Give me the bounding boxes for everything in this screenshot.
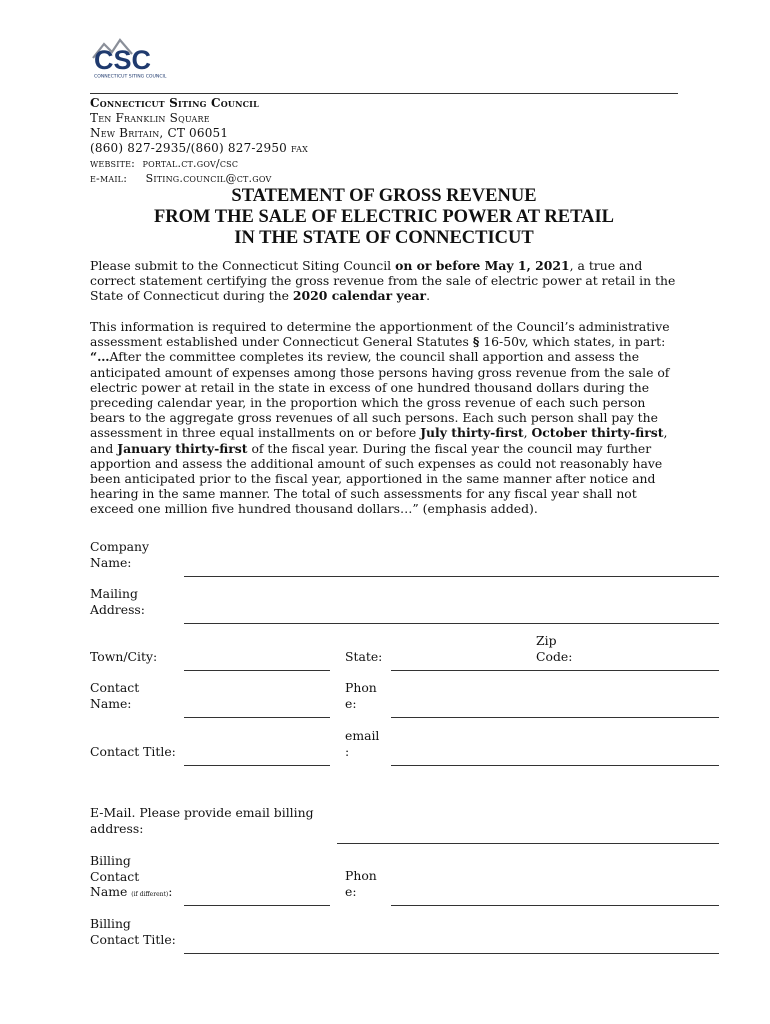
document-title (90, 186, 678, 249)
zip-code-label: Zip Code: (536, 633, 573, 664)
address-line-2: New Britain, CT 06051 (90, 126, 229, 140)
phone-line: (860) 827-2935/(860) 827-2950 fax (90, 141, 308, 155)
email-link[interactable]: Siting.council@ct.gov (145, 172, 272, 185)
contact-title-label: Contact Title: (90, 744, 176, 759)
billing-contact-title-field[interactable] (184, 953, 719, 954)
website-link[interactable]: portal.ct.gov/csc (142, 157, 239, 170)
logo-text: CSC (94, 45, 152, 75)
logo-tagline: CONNECTICUT SITING COUNCIL (94, 74, 167, 80)
billing-contact-name-label: Billing Contact Name (if different): (90, 853, 173, 899)
billing-phone-field[interactable] (391, 905, 719, 906)
state-label: State: (345, 649, 383, 664)
town-city-label: Town/City: (90, 649, 158, 664)
billing-contact-name-field[interactable] (184, 905, 330, 906)
intro-paragraph-2: This information is required to determine the apportionment of the Council’s administrative assessment established under Connecticut General Statutes § 16-50v, which states, in part: “…After the committee completes its review, the council shall apportion and assess the anticipated amount of expenses among those persons having gross revenue from the sale of electric power at retail in the state in excess of one hundred thousand dollars during the preceding calendar year, in the proportion which the gross revenue of each such person bears to the aggregate gross revenues of all such persons. Each such person shall pay the assessment in three equal installments on or before July thirty-first, October thirty-first, and January thirty-first of the fiscal year. During the fiscal year the council may further apportion and assess the additional amount of such expenses as could not reasonably have been anticipated prior to the fiscal year, apportioned in the same manner after notice and hearing in the same manner. The total of such assessments for any fiscal year shall not exceed one million five hundred thousand dollars…” (emphasis added). (90, 319, 670, 517)
csc-logo-graphic (90, 36, 176, 80)
state-field[interactable] (391, 670, 529, 671)
company-name-field[interactable] (184, 576, 719, 577)
phone-field[interactable] (391, 717, 719, 718)
zip-code-field[interactable] (529, 670, 719, 671)
org-name: Connecticut Siting Council (90, 96, 259, 110)
website-line: website: portal.ct.gov/csc (90, 157, 239, 170)
billing-phone-label: Phon e: (345, 868, 377, 899)
contact-name-label: Contact Name: (90, 680, 140, 711)
title-line-2: FROM THE SALE OF ELECTRIC POWER AT RETAIL (153, 207, 615, 227)
billing-contact-title-label: Billing Contact Title: (90, 916, 176, 947)
contact-title-field[interactable] (184, 765, 330, 766)
csc-logo (90, 36, 176, 80)
mailing-address-field[interactable] (184, 623, 719, 624)
intro-paragraph-1: Please submit to the Connecticut Siting Council on or before May 1, 2021, a true and correct statement certifying the gross revenue from the sale of electric power at retail in the State of Connecticut during the 2020 calendar year. (90, 258, 676, 304)
billing-email-field[interactable] (337, 843, 719, 844)
email-label: email : (345, 728, 380, 759)
email-field[interactable] (391, 765, 719, 766)
header-rule (90, 93, 678, 94)
mailing-address-label: Mailing Address: (90, 586, 145, 617)
company-name-label: Company Name: (90, 539, 149, 570)
title-line-3: IN THE STATE OF CONNECTICUT (234, 228, 534, 248)
phone-label: Phon e: (345, 680, 377, 711)
billing-email-label: E-Mail. Please provide email billing address: (90, 805, 314, 836)
address-line-1: Ten Franklin Square (90, 111, 210, 125)
title-line-1: STATEMENT OF GROSS REVENUE (231, 186, 537, 206)
email-line: e-mail: Siting.council@ct.gov (90, 172, 272, 185)
town-city-field[interactable] (184, 670, 330, 671)
contact-name-field[interactable] (184, 717, 330, 718)
